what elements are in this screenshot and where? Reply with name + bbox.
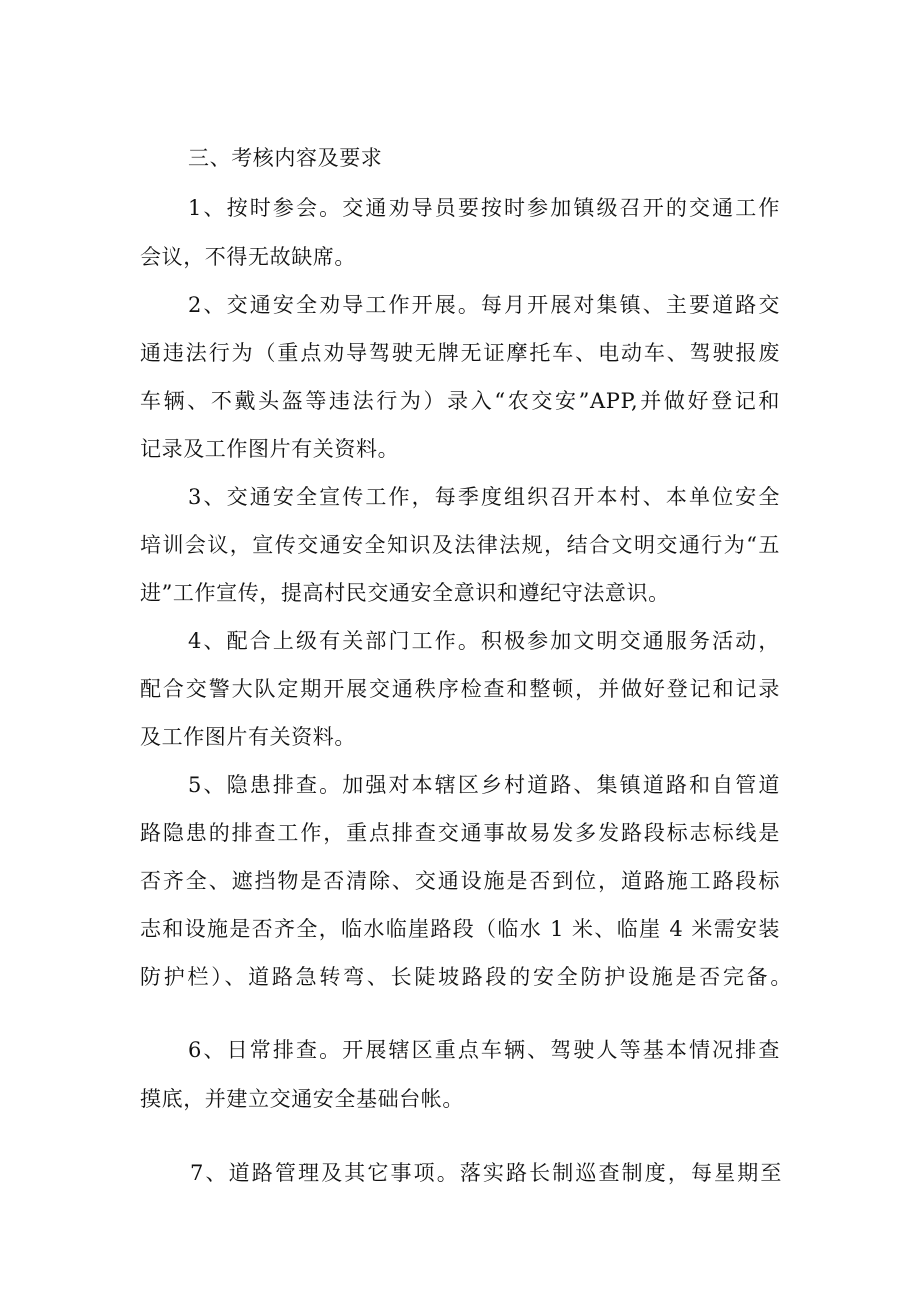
text-line: 车辆、不戴头盔等违法行为）录入“农交安”APP,并做好登记和 [140, 389, 780, 413]
text-line: 1、按时参会。交通劝导员要按时参加镇级召开的交通工作 [188, 196, 780, 220]
text-line: 4、配合上级有关部门工作。积极参加文明交通服务活动， [188, 629, 780, 653]
text-line: 志和设施是否齐全，临水临崖路段（临水 1 米、临崖 4 米需安装 [140, 917, 780, 941]
text-line: 5、隐患排查。加强对本辖区乡村道路、集镇道路和自管道 [188, 773, 780, 797]
text-line: 及工作图片有关资料。 [140, 725, 356, 749]
text-line: 防护栏）、道路急转弯、长陡坡路段的安全防护设施是否完备。 [140, 965, 792, 989]
text-line: 会议，不得无故缺席。 [140, 245, 356, 269]
text-line: 记录及工作图片有关资料。 [140, 437, 400, 461]
text-line: 摸底，并建立交通安全基础台帐。 [140, 1087, 464, 1111]
text-line: 2、交通安全劝导工作开展。每月开展对集镇、主要道路交 [188, 293, 780, 317]
text-line: 路隐患的排查工作，重点排查交通事故易发多发路段标志标线是 [140, 821, 780, 845]
text-line: 否齐全、遮挡物是否清除、交通设施是否到位，道路施工路段标 [140, 869, 780, 893]
text-line: 3、交通安全宣传工作，每季度组织召开本村、本单位安全 [188, 485, 780, 509]
section-heading: 三、考核内容及要求 [188, 146, 383, 170]
text-line: 进”工作宣传，提高村民交通安全意识和遵纪守法意识。 [140, 581, 670, 605]
text-line: 配合交警大队定期开展交通秩序检查和整顿，并做好登记和记录 [140, 677, 780, 701]
text-line: 7、道路管理及其它事项。落实路长制巡查制度，每星期至 [190, 1161, 782, 1185]
text-line: 6、日常排查。开展辖区重点车辆、驾驶人等基本情况排查 [188, 1038, 780, 1062]
text-line: 培训会议，宣传交通安全知识及法律法规，结合文明交通行为“五 [140, 533, 780, 557]
text-line: 通违法行为（重点劝导驾驶无牌无证摩托车、电动车、驾驶报废 [140, 341, 780, 365]
